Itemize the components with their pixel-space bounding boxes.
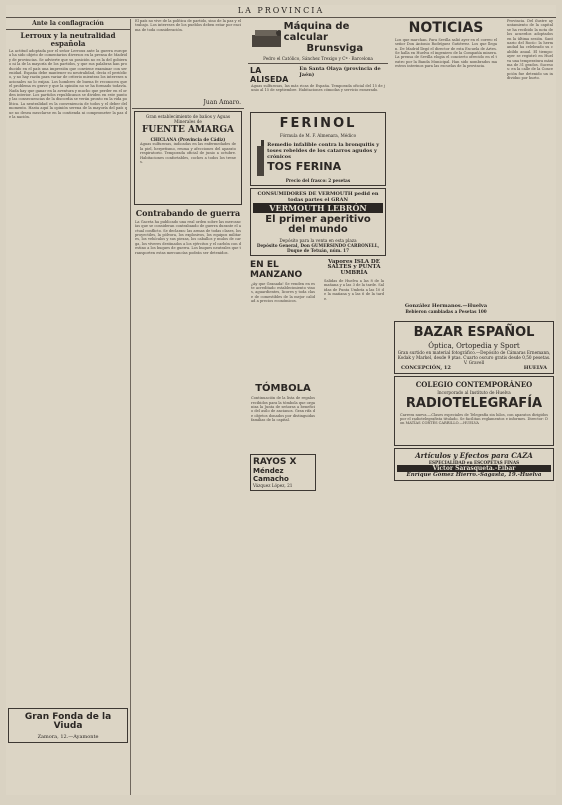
radio-body: Carrera nueva.—Clases especiales de Telegrafía sin hilos, con aparatos dirigidos por el radiotelegrafista titulado. Se facilitan reglamentos e informes. Director: Don MATÍAS CORTÉS CARRILLO.—HUELVA	[400, 412, 548, 426]
vermouth-title: El primer aperitivo del mundo	[265, 213, 371, 236]
fuente-amarga-ad	[134, 111, 242, 205]
ferinol-price: Precio del frasco: 2 pesetas	[285, 177, 351, 183]
baths-title: FUENTE AMARGA	[141, 125, 235, 135]
signature: Juan Amaro.	[203, 99, 241, 106]
bazar-city: HUELVA	[523, 364, 547, 371]
vermouth-band: VERMOUTH LEBRÓN	[253, 203, 383, 213]
machine-head: Máquina de calcular	[283, 21, 350, 43]
newspaper-page	[6, 5, 556, 795]
vermouth-sub: Depósito para la venta en esta plaza	[279, 237, 357, 243]
baths-head: Gran establecimiento de baños y Aguas Minerales de	[146, 114, 230, 124]
vapores-title: Vapores ISLA DE SALTES y PUNTA UMBRÍA	[327, 258, 381, 277]
column-1	[6, 19, 131, 795]
gonzalez-ad-line: Bebieron cambiadas a Pesetas 100	[405, 308, 487, 314]
hunting-ad	[394, 448, 554, 481]
aliseda-body: Aguas sulfurosas, las más ricas de España. Temporada oficial del 15 de junio al 15 de septiembre. Habitaciones cómodas y servicio esmerado.	[251, 84, 385, 93]
colegio-title: COLEGIO CONTEMPORÁNEO	[415, 379, 533, 389]
vermouth-depot: Depósito General, Don GUMERSINDO CARBONELL, Duque de Tetuán, núm. 17	[256, 242, 380, 253]
rayos-ad	[250, 454, 316, 491]
colegio-ad	[394, 376, 554, 446]
column-3	[248, 19, 388, 795]
vermouth-head: CONSUMIDORES DE VERMOUTH pedid en todas partes el GRAN	[257, 190, 379, 203]
contraband-article: La Gaceta ha publicado una real orden sobre las mercancías que se consideran contrabando de guerra durante el actual conflicto. Se declaran: las armas de todas clases, los proyectiles, la pólvora, los explosivos, los equipos militares, los vehículos y sus piezas, los caballos y mulos de carga, los víveres destinados a los ejércitos y el carbón con destino a los buques de guerra. Los buques neutrales que transporten estas mercancías podrán ser detenidos.	[135, 219, 241, 255]
baths-place: CHICLANA (Provincia de Cádiz)	[150, 137, 226, 143]
machine-name: Brunsviga	[306, 43, 364, 54]
fonda-ad	[8, 708, 128, 743]
vapores-body: Salidas de Huelva a las 8 de la mañana y a las 3 de la tarde. Salidas de Punta Umbría a las 10 de la mañana y a las 6 de la tarde.	[324, 278, 384, 301]
divider	[132, 108, 244, 109]
colegio-sub: Incorporado al Instituto de Huelva	[437, 389, 511, 395]
baths-body: Aguas sulfurosas, indicadas en las enfermedades de la piel, herpetismo, reuma y afecciones del aparato respiratorio. Temporada oficial de junio a octubre. Habitaciones confortables, coches a todos los trenes.	[140, 142, 236, 165]
divider	[6, 29, 130, 30]
bazar-footer	[397, 365, 551, 371]
column-2-article: El país no vive de la política de partido, sino de la paz y el trabajo. Los intereses de los pueblos deben estar por encima de toda consideración.	[135, 19, 241, 32]
lerroux-article: La actitud adoptada por el señor Lerroux ante la guerra europea ha sido objeto de comentarios diversos en la prensa de Madrid y de provincias. Se advierte que su posición no es la del gobierno ni la de la mayoría de los partidos, y que sus palabras han producido en el país una impresión que conviene examinar con serenidad. España debe mantener su neutralidad, decía el periódico, y no hay razón para variar de criterio mientras los intereses nacionales no lo exijan. Los hombres de buena fe reconocen que el problema es grave y que la opinión no se ha formado todavía. Nada hay que ganar en la aventura y mucho que perder en el orden interior. Los partidos republicanos se dividen en este punto y las consecuencias de la discordia se verán pronto en la vida política. La neutralidad es la conveniencia de todos y el deber del momento. Hasta aquí la opinión serena de la mayoría del país que no desea mezclarse en la contienda ni comprometer la paz de la nación.	[9, 48, 127, 120]
rayos-address: Vázquez López, 21	[253, 483, 293, 489]
notes-body: Los que marchan. Para Sevilla salió ayer en el correo el señor Don Antonio Rodríguez Gutiérrez. Los que llegan. De Madrid llegó el director de esta Escuela de Artes. Se halla en Huelva el ingeniero de la Compañía minera. La prensa de Sevilla elogia el concierto ofrecido en el teatro por la Banda Municipal. Han sido nombrados maestros interinos para las escuelas de la provincia.	[395, 37, 497, 69]
section-title: Ante la conflagración	[32, 20, 104, 27]
bazar-subtitle: Óptica, Ortopedia y Sport	[428, 341, 520, 350]
divider	[248, 63, 388, 64]
calculator-machine-icon	[250, 27, 281, 49]
vermouth-ad	[250, 188, 386, 256]
aliseda-subtitle: En Santa Olaya (provincia de Jaén)	[299, 66, 381, 78]
rayos-name: Méndez Camacho	[253, 467, 289, 484]
bazar-body: Gran surtido en material fotográfico.—Depósito de Cámaras Ernemann, Kodak y Markel, desde 9 ptas. Cuarto oscuro gratis desde 0,50 pesetas. V. Gravell	[397, 349, 551, 365]
hunting-name: Victor Sarasqueta.-Eibar	[397, 465, 551, 472]
vapores-block	[321, 258, 387, 499]
tombola-body: Continuación de la lista de regalos recibidos para la tómbola que organiza la Junta de señoras a beneficio del asilo de ancianos. Gran rifa de objetos donados por distinguidas familias de la capital.	[251, 396, 315, 423]
contraband-title: Contrabando de guerra	[135, 208, 241, 219]
notes-title: NOTICIAS	[408, 20, 484, 36]
column-2	[132, 19, 244, 795]
column-4	[392, 19, 556, 795]
bottle-icon	[253, 138, 264, 178]
machine-address: Pedro el Católico, Sánchez Trexigo y Cª · Barcelona	[263, 56, 373, 61]
aliseda-ad	[248, 66, 388, 84]
brunsviga-ad	[248, 19, 388, 56]
tombola-title: TÓMBOLA	[255, 382, 311, 394]
gonzalez-ad-name: González Hermanos.—Huelva	[404, 302, 488, 309]
notes-block	[392, 19, 500, 319]
hunting-title: Artículos y Efectos para CAZA	[415, 450, 533, 460]
ferinol-formula: Fórmula de M. F. Almenara, Médico	[279, 132, 357, 138]
manzano-body: ¿Ay que Granada! Se venden en este acreditado establecimiento vinos, aguardientes, licores y toda clase de comestibles de la mejor calidad a precios económicos.	[251, 281, 315, 304]
rayos-title: RAYOS X	[253, 457, 297, 468]
bazar-ad	[394, 321, 554, 374]
bazar-title: BAZAR ESPAÑOL	[413, 325, 535, 340]
masthead: LA PROVINCIA	[6, 5, 556, 18]
hunting-sub: ESPECIALIDAD en ESCOPETAS FINAS	[428, 459, 520, 465]
fonda-subtitle: Zamora, 12.—Ayamonte	[37, 733, 99, 740]
ferinol-title: FERINOL	[279, 116, 357, 131]
side-column-body: Provincia. Del ilustre ayuntamiento de la capital se ha recibido la nota de los acuerdos adoptados en la última sesión. Santuario del Rocío: la hermandad ha celebrado su cabildo anual. El tiempo: ayer se registró en Huelva una temperatura máxima de 31 grados. Sucesos: en la calle de la Concepción fue detenido un individuo por hurto.	[507, 19, 553, 81]
side-column	[504, 19, 556, 319]
manzano-block	[248, 258, 318, 499]
ferinol-ad	[250, 112, 386, 186]
ferinol-content	[253, 138, 383, 178]
lerroux-headline: Lerroux y la neutralidad española	[20, 31, 116, 48]
aliseda-title: LA ALISEDA	[250, 66, 289, 84]
fonda-title: Gran Fonda de la Viuda	[24, 711, 112, 732]
hunting-footer: Enrique Gómez Hierro.-Sagasta, 19.-Huelva	[406, 471, 542, 478]
lower-column-3	[248, 258, 388, 499]
manzano-title: EN EL MANZANO	[250, 259, 303, 280]
tos-ferina-brand: TOS FERINA	[267, 160, 342, 174]
column-4-top	[392, 19, 556, 319]
bazar-address: CONCEPCIÓN, 12	[401, 364, 451, 371]
ferinol-claim: Remedio infalible contra la bronquitis y toses rebeldes de los catarros agudos y crónicos	[267, 142, 380, 161]
radio-title: RADIOTELEGRAFÍA	[405, 395, 543, 411]
